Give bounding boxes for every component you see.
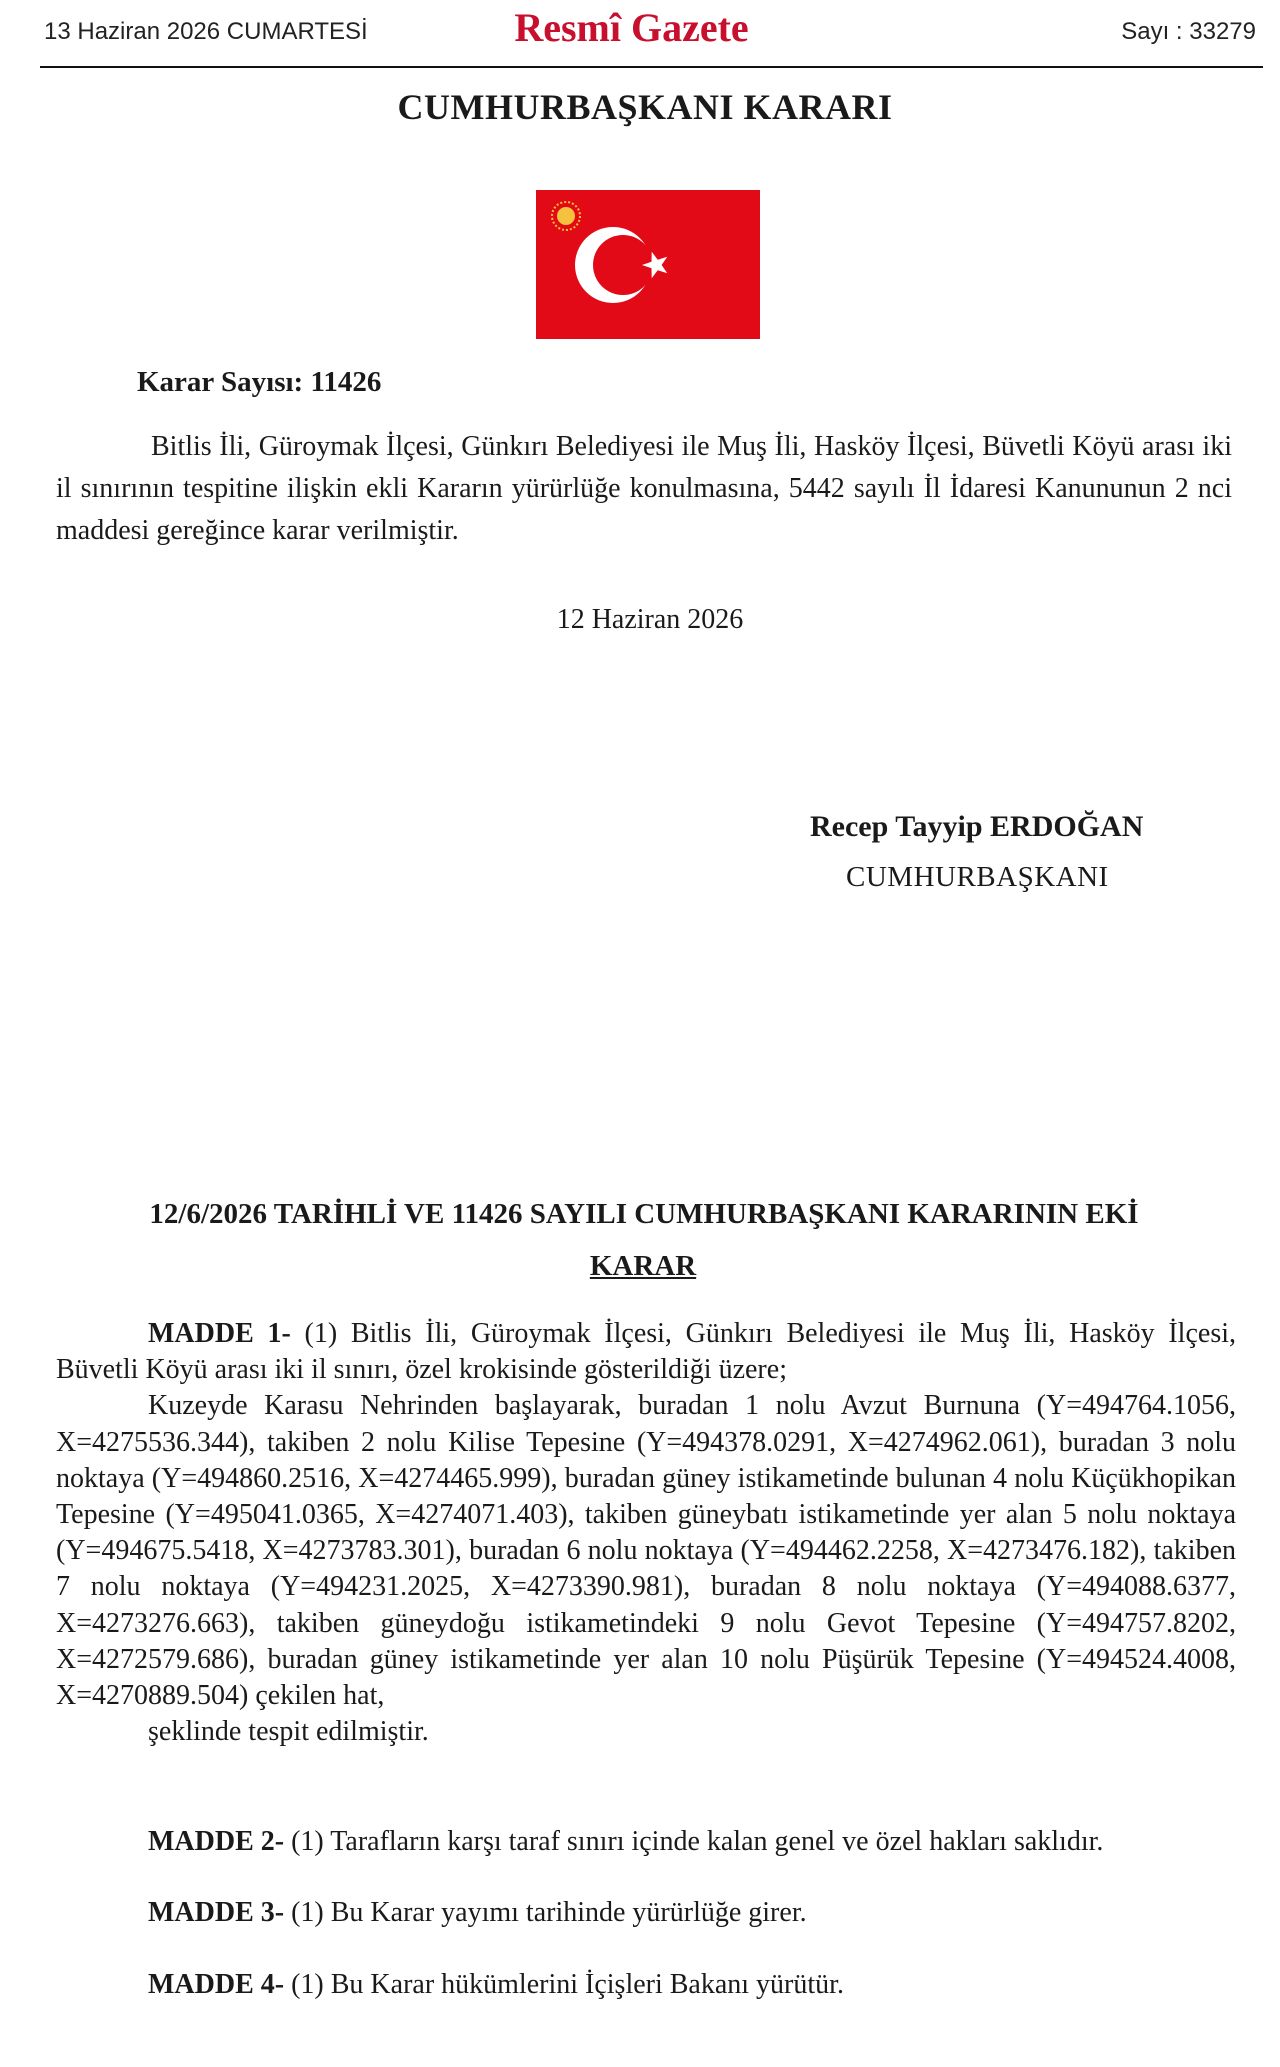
annex-subtitle (0, 1250, 1280, 1283)
article-4-text: (1) Bu Karar hükümlerini İçişleri Bakanı yürütür. (284, 1969, 844, 2000)
annex-title: 12/6/2026 TARİHLİ VE 11426 SAYILI CUMHURBAŞKANI KARARININ EKİ (149, 1198, 1139, 1230)
annex-subtitle-text: KARAR (589, 1250, 697, 1282)
signer-name: Recep Tayyip ERDOĞAN (810, 810, 1144, 843)
article-3-label: MADDE 3- (148, 1897, 285, 1928)
article-2-text: (1) Tarafların karşı taraf sınırı içinde kalan genel ve özel hakları saklıdır. (284, 1826, 1104, 1857)
gazette-title: Resmî Gazete (514, 5, 749, 50)
article-1-body: Kuzeyde Karasu Nehrinden başlayarak, buradan 1 nolu Avzut Burnuna (Y=494764.1056, X=4275536.344), takiben 2 nolu Kilise Tepesine (Y=494378.0291, X=4274962.061), buradan 3 nolu noktaya (Y=494860.2516, X=4274465.999), buradan güney istikametinde bulunan 4 nolu Küçükhopikan Tepesine (Y=495041.0365, X=4274071.403), takiben güneybatı istikametinde yer alan 5 nolu noktaya (Y=494675.5418, X=4273783.301), buradan 6 nolu noktaya (Y=494462.2258, X=4273476.182), takiben 7 nolu noktaya (Y=494231.2025, X=4273390.981), buradan 8 nolu noktaya (Y=494088.6377, X=4273276.663), takiben güneydoğu istikametindeki 9 nolu Gevot Tepesine (Y=494757.8202, X=4272579.686), buradan güney istikametinde yer alan 10 nolu Püşürük Tepesine (Y=494524.4008, X=4270889.504) çekilen hat, (56, 1390, 1236, 1712)
decision-text: Bitlis İli, Güroymak İlçesi, Günkırı Belediyesi ile Muş İli, Hasköy İlçesi, Büvetli Köyü arası iki il sınırının tespitine ilişkin ekli Kararın yürürlüğe konulmasına, 5442 sayılı İl İdaresi Kanununun 2 nci maddesi gereğince karar verilmiştir. (56, 431, 1232, 546)
article-4 (148, 1969, 844, 2001)
turkish-flag-icon (536, 190, 760, 339)
article-4-label: MADDE 4- (148, 1969, 285, 2000)
article-1-intro-text: (1) Bitlis İli, Güroymak İlçesi, Günkırı Belediyesi ile Muş İli, Hasköy İlçesi, Büvetli Köyü arası iki il sınırı, özel krokisinde gösterildiği üzere; (56, 1318, 1236, 1386)
article-1-label: MADDE 1- (148, 1318, 291, 1349)
issue-number: Sayı : 33279 (1121, 18, 1256, 45)
article-2 (148, 1826, 1103, 1858)
signature-date: 12 Haziran 2026 (556, 604, 744, 635)
article-1 (56, 1316, 1236, 1750)
article-2-label: MADDE 2- (148, 1826, 285, 1857)
article-1-closing: şeklinde tespit edilmiştir. (148, 1716, 429, 1748)
article-3-text: (1) Bu Karar yayımı tarihinde yürürlüğe girer. (284, 1897, 807, 1928)
document-title: CUMHURBAŞKANI KARARI (397, 87, 893, 127)
article-1-intro (56, 1316, 1236, 1388)
gazette-header (40, 0, 1263, 68)
decision-number: Karar Sayısı: 11426 (137, 366, 382, 398)
signer-title: CUMHURBAŞKANI (846, 861, 1109, 893)
publication-date: 13 Haziran 2026 CUMARTESİ (44, 18, 368, 45)
article-3 (148, 1897, 807, 1929)
